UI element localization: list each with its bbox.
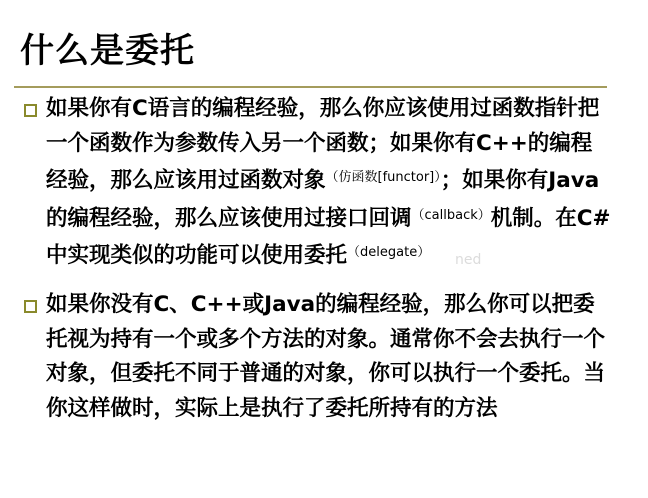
bullet-1-delegate-note: （delegate）: [347, 245, 431, 260]
bullet-1-functor-note: （仿函数[functor]）: [325, 170, 441, 185]
bullet-1-text-part3: 机制。在C#中实现类似的功能可以使用委托: [46, 205, 611, 268]
bullet-1-callback-note: （callback）: [411, 207, 491, 223]
bullet-marker-icon: [24, 104, 37, 117]
watermark-text: ned: [455, 252, 482, 268]
bullet-2-text: 如果你没有C、C++或Java的编程经验，那么你可以把委托视为持有一个或多个方法的对象。通常你不会去执行一个对象，但委托不同于普通的对象，你可以执行一个委托。当你这样做时，实际上是执行了委托所持有的方法: [46, 292, 606, 421]
bullet-marker-icon: [24, 300, 37, 313]
bullet-point-2: [46, 288, 611, 426]
bullet-1-text-part2: ；如果你有Java的编程经验，那么应该使用过接口回调: [46, 168, 600, 231]
bullet-1-text-part1: 如果你有C语言的编程经验，那么你应该使用过函数指针把一个函数作为参数传入另一个函数；如果你有C++的编程经验，那么应该用过函数对象: [46, 96, 600, 193]
bullet-point-1: [46, 92, 611, 274]
title-divider: [14, 86, 607, 88]
slide-title: 什么是委托: [20, 31, 195, 71]
